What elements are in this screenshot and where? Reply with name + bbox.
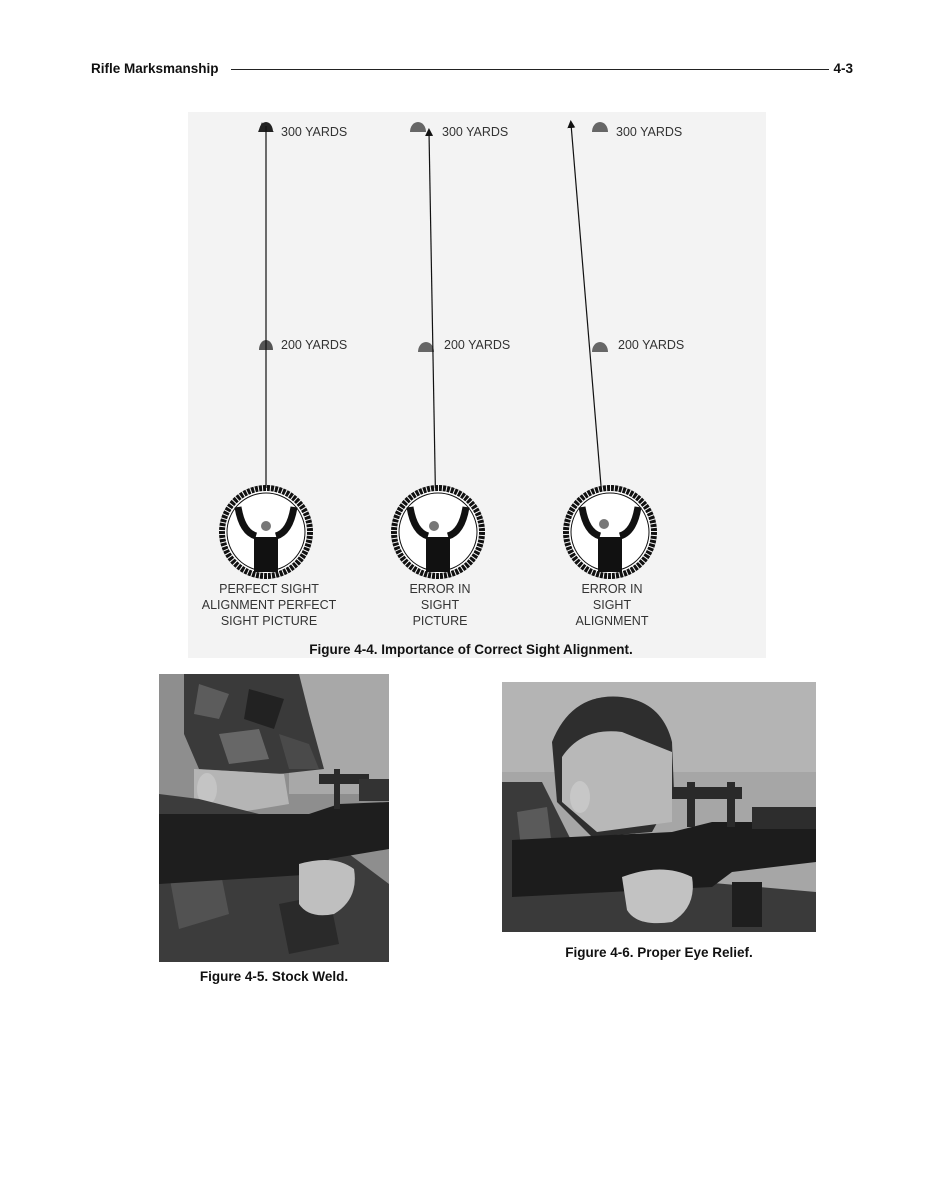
sight-alignment-diagram bbox=[188, 112, 766, 642]
header-title: Rifle Marksmanship bbox=[91, 61, 219, 76]
running-header bbox=[91, 61, 853, 79]
page-number: 4-3 bbox=[833, 61, 853, 76]
panel-caption-line: PERFECT SIGHT bbox=[219, 582, 319, 596]
figure-4-4-caption: Figure 4-4. Importance of Correct Sight Alignment. bbox=[309, 642, 633, 657]
figure-4-5-photo bbox=[159, 674, 389, 962]
panel-caption-line: ALIGNMENT bbox=[575, 614, 649, 628]
figure-4-4-sight-alignment bbox=[188, 112, 766, 658]
panel-error-sight-picture bbox=[394, 122, 510, 628]
panel-caption-line: ERROR IN bbox=[581, 582, 643, 596]
range-label-300: 300 YARDS bbox=[442, 125, 509, 139]
sight-line bbox=[429, 132, 436, 524]
target-300-marker bbox=[410, 122, 426, 132]
panel-caption-line: SIGHT PICTURE bbox=[220, 614, 318, 628]
figure-4-6-caption: Figure 4-6. Proper Eye Relief. bbox=[565, 945, 753, 960]
rear-sight-aperture-icon bbox=[394, 488, 482, 576]
panel-perfect-sight bbox=[202, 122, 348, 628]
stock-weld-illustration bbox=[159, 674, 389, 962]
panel-caption-line: SIGHT bbox=[592, 598, 632, 612]
rear-sight-aperture-icon bbox=[222, 488, 310, 576]
eye-relief-illustration bbox=[502, 682, 816, 932]
figure-4-6-photo bbox=[502, 682, 816, 932]
range-label-300: 300 YARDS bbox=[281, 125, 348, 139]
panel-caption-line: ALIGNMENT PERFECT bbox=[201, 598, 337, 612]
header-rule bbox=[231, 69, 829, 70]
target-300-marker bbox=[592, 122, 608, 132]
panel-caption-line: SIGHT bbox=[420, 598, 460, 612]
panel-error-sight-alignment bbox=[566, 122, 684, 628]
figure-4-5-caption: Figure 4-5. Stock Weld. bbox=[199, 969, 349, 984]
sight-line bbox=[571, 124, 604, 522]
target-200-marker bbox=[592, 342, 608, 352]
target-200-marker bbox=[418, 342, 434, 352]
rear-sight-aperture-icon bbox=[566, 488, 654, 576]
panel-caption-line: PICTURE bbox=[412, 614, 468, 628]
panel-caption-line: ERROR IN bbox=[409, 582, 471, 596]
range-label-200: 200 YARDS bbox=[618, 338, 685, 352]
range-label-300: 300 YARDS bbox=[616, 125, 683, 139]
range-label-200: 200 YARDS bbox=[281, 338, 348, 352]
range-label-200: 200 YARDS bbox=[444, 338, 511, 352]
